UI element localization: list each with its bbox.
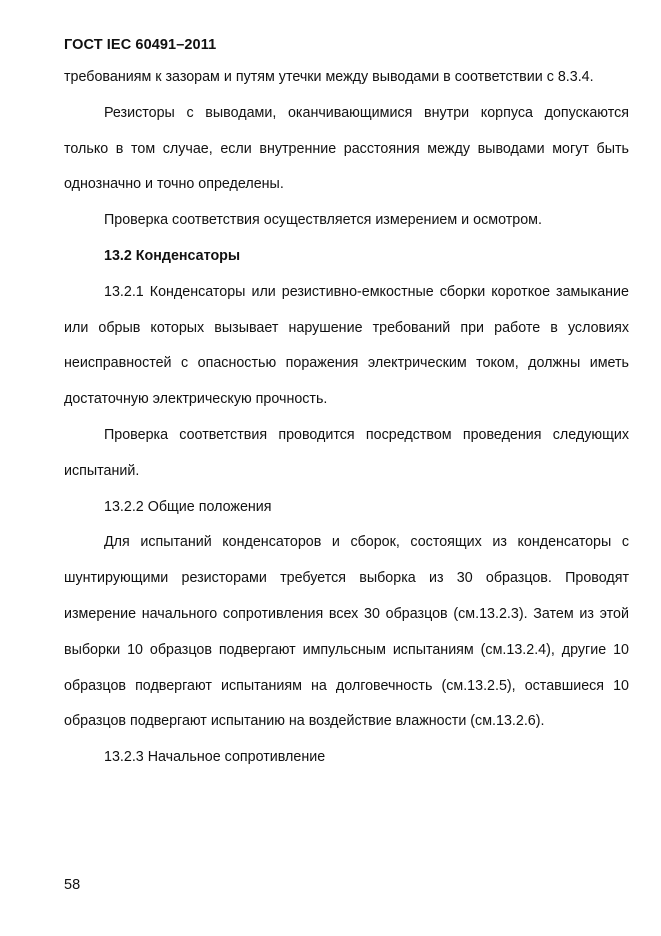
document-body xyxy=(64,60,629,776)
standard-header: ГОСТ IEC 60491–2011 xyxy=(64,37,217,53)
subsection-heading-general: 13.2.2 Общие положения xyxy=(104,498,272,515)
paragraph-compliance-check: Проверка соответствия осуществляется измерением и осмотром. xyxy=(104,212,542,229)
page-number: 58 xyxy=(64,877,81,893)
paragraph-compliance-tests: Проверка соответствия проводится посредством проведения следующих испытаний. xyxy=(64,426,629,479)
paragraph-resistors-leads: Резисторы с выводами, оканчивающимися внутри корпуса допускаются только в том случае, если внутренние расстояния между выводами могут быть однозначно и точно определены. xyxy=(64,104,629,193)
section-heading-capacitors: 13.2 Конденсаторы xyxy=(104,247,241,264)
paragraph-general-provisions: Для испытаний конденсаторов и сборок, состоящих из конденсаторы с шунтирующими резисторами требуется выборка из 30 образцов. Проводят измерение начального сопротивления всех 30 образцов (см.13.2.3). Затем из этой выборки 10 образцов подвергают импульсным испытаниям (см.13.2.4), другие 10 образцов подвергают испытаниям на долговечность (см.13.2.5), оставшиеся 10 образцов подвергают испытанию на воздействие влажности (см.13.2.6). xyxy=(64,534,629,730)
paragraph-13-2-1: 13.2.1 Конденсаторы или резистивно-емкостные сборки короткое замыкание или обрыв которых вызывает нарушение требований при работе в условиях неисправностей с опасностью поражения электрическим током, должны иметь достаточную электрическую прочность. xyxy=(64,283,629,408)
subsection-heading-initial-resistance: 13.2.3 Начальное сопротивление xyxy=(104,749,326,766)
paragraph-continuation: требованиям к зазорам и путям утечки между выводами в соответствии с 8.3.4. xyxy=(64,69,594,85)
